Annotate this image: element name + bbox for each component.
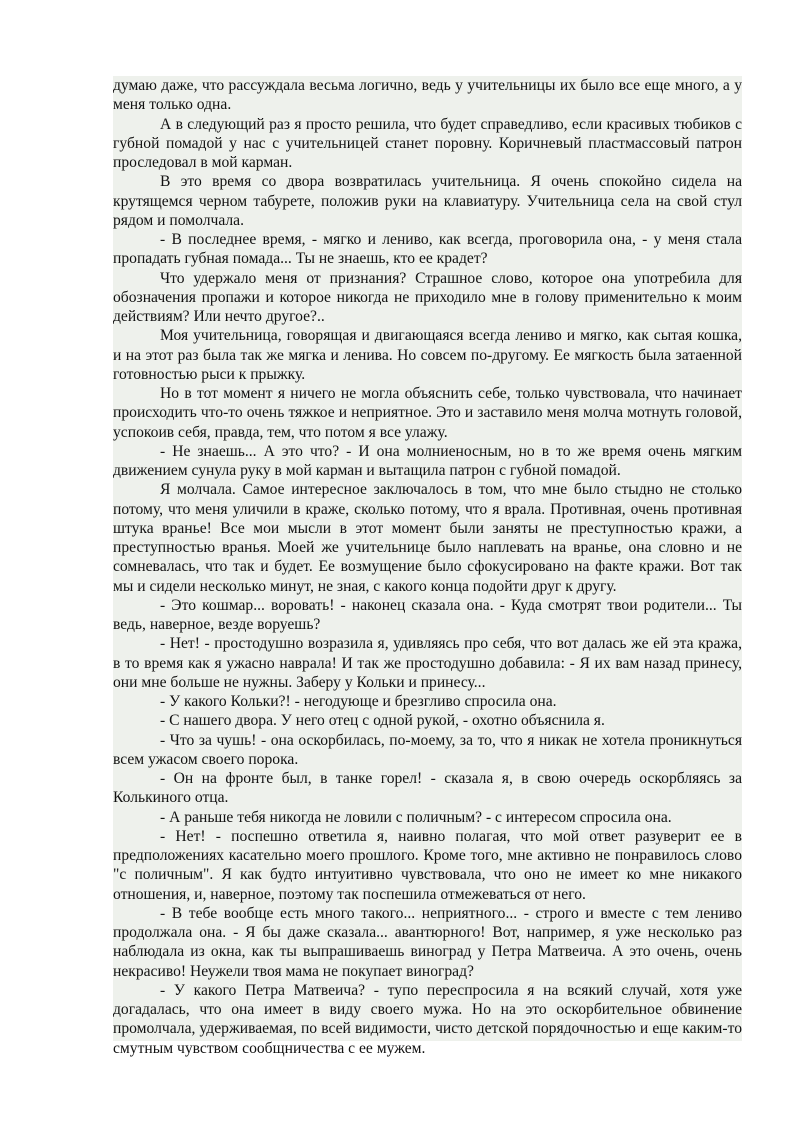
paragraph: - У какого Кольки?! - негодующе и брезгливо спросила она.: [160, 693, 557, 710]
text-block: [113, 76, 742, 1057]
paragraph: А в следующий раз я просто решила, что будет справедливо, если красивых тюбиков с губной помадой у нас с учительницей станет поровну. Коричневый пластмассовый патрон проследовал в мой карман.: [113, 115, 742, 171]
paragraph: Но в тот момент я ничего не могла объяснить себе, только чувствовала, что начинает происходить что-то очень тяжкое и неприятное. Это и заставило меня молча мотнуть головой, успокоив себя, правда, тем, что потом я все улажу.: [113, 385, 742, 441]
paragraph: думаю даже, что рассуждала весьма логично, ведь у учительницы их было все еще много, а у меня только одна.: [113, 77, 742, 114]
paragraph: - Что за чушь! - она оскорбилась, по-моему, за то, что я никак не хотела проникнуться всем ужасом своего порока.: [113, 731, 742, 768]
paragraph: - Нет! - простодушно возразила я, удивляясь про себя, что вот далась же ей эта кража, в то время как я ужасно наврала! И так же простодушно добавила: - Я их вам назад принесу, они мне больше не нужны. Заберу у Кольки и принесу...: [113, 635, 742, 691]
paragraph: - Не знаешь... А это что? - И она молниеносным, но в то же время очень мягким движением сунула руку в мой карман и вытащила патрон с губной помадой.: [113, 442, 742, 479]
paragraph: Моя учительница, говорящая и двигающаяся всегда лениво и мягко, как сытая кошка, и на этот раз была так же мягка и ленива. Но совсем по-другому. Ее мягкость была затаенной готовностью рыси к прыжку.: [113, 327, 742, 383]
paragraph: - В тебе вообще есть много такого... неприятного... - строго и вместе с тем лениво продолжала она. - Я бы даже сказала... авантюрного! Вот, например, я уже несколько раз наблюдала из окна, как ты выпрашиваешь виноград у Петра Матвеича. А это очень, очень некрасиво! Неужели твоя мама не покупает виноград?: [113, 904, 742, 980]
paragraph: - У какого Петра Матвеича? - тупо переспросила я на всякий случай, хотя уже догадалась, что она имеет в виду своего мужа. Но на это оскорбительное обвинение промолчала, удерживаемая, по всей видимости, чисто детской порядочностью и еще каким-то смутным чувством сообщничества с ее мужем.: [113, 981, 742, 1057]
paragraph: В это время со двора возвратилась учительница. Я очень спокойно сидела на крутящемся черном табурете, положив руки на клавиатуру. Учительница села на свой стул рядом и помолчала.: [113, 173, 742, 229]
paragraph: - С нашего двора. У него отец с одной рукой, - охотно объяснила я.: [160, 712, 605, 730]
paragraph: - Он на фронте был, в танке горел! - сказала я, в свою очередь оскорбляясь за Колькиного отца.: [113, 770, 742, 807]
paragraph: Что удержало меня от признания? Страшное слово, которое она употребила для обозначения пропажи и которое никогда не приходило мне в голову применительно к моим действиям? Или нечто другое?..: [113, 269, 742, 325]
paragraph: Я молчала. Самое интересное заключалось в том, что мне было стыдно не столько потому, что меня уличили в краже, сколько потому, что я врала. Противная, очень противная штука вранье! Все мои мысли в этот момент были заняты не преступностью кражи, а преступностью вранья. Моей же учительнице было наплевать на вранье, она словно и не сомневалась, что так и будет. Ее возмущение было сфокусировано на факте кражи. Вот так мы и сидели несколько минут, не зная, с какого конца подойти друг к другу.: [113, 481, 742, 595]
paragraph: - В последнее время, - мягко и лениво, как всегда, проговорила она, - у меня стала пропадать губная помада... Ты не знаешь, кто ее крадет?: [113, 231, 742, 268]
paragraph: - Это кошмар... воровать! - наконец сказала она. - Куда смотрят твои родители... Ты ведь, наверное, везде воруешь?: [113, 596, 742, 633]
paragraph: - Нет! - поспешно ответила я, наивно полагая, что мой ответ разуверит ее в предположениях касательно моего прошлого. Кроме того, мне активно не понравилось слово "с поличным". Я как будто интуитивно чувствовала, что оно не имеет ко мне никакого отношения, и, наверное, поэтому так поспешила отмежеваться от него.: [113, 827, 742, 903]
paragraph: - А раньше тебя никогда не ловили с поличным? - с интересом спросила она.: [160, 808, 672, 826]
